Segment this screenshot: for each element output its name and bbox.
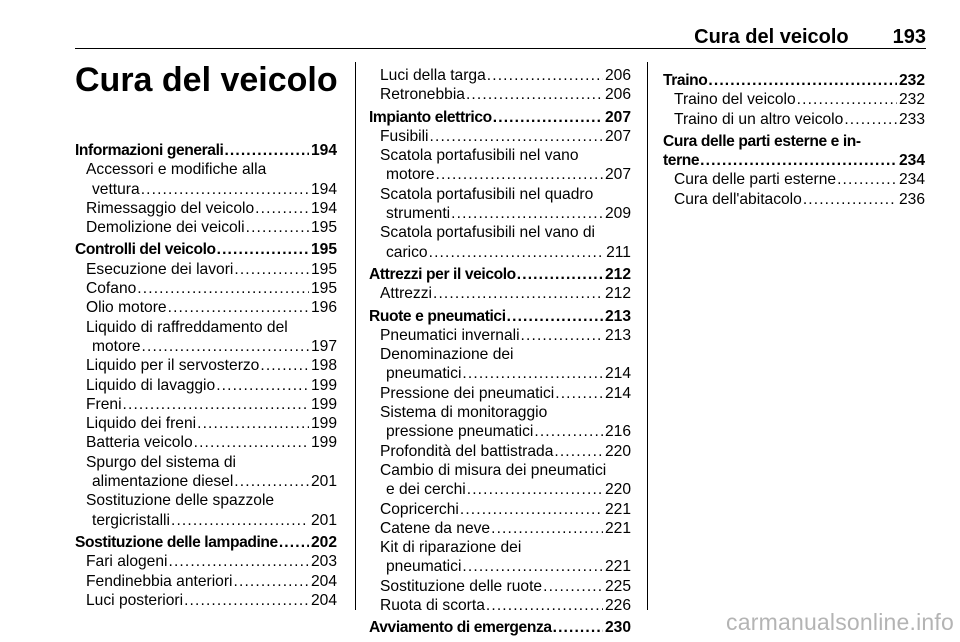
entry-page-number: 199 bbox=[310, 415, 337, 433]
dot-leader bbox=[553, 618, 603, 637]
entry-title: Luci della targa bbox=[380, 67, 486, 84]
dot-leader bbox=[451, 204, 603, 223]
entry-page-number: 203 bbox=[310, 553, 337, 571]
entry-page-number: 199 bbox=[310, 376, 337, 394]
entry-title: motore bbox=[386, 166, 435, 184]
toc-entry[interactable] bbox=[369, 557, 631, 576]
entry-title: Traino di un altro veicolo bbox=[674, 110, 844, 128]
entry-page-number: 216 bbox=[604, 423, 631, 441]
toc-entry[interactable] bbox=[75, 376, 337, 395]
dot-leader bbox=[462, 557, 603, 576]
entry-page-number: 195 bbox=[310, 260, 337, 278]
toc-column-1 bbox=[75, 141, 337, 610]
entry-title: Traino del veicolo bbox=[674, 91, 796, 109]
entry-page-number: 213 bbox=[604, 307, 631, 325]
dot-leader bbox=[467, 480, 603, 499]
toc-entry[interactable] bbox=[75, 552, 337, 571]
entry-page-number: 206 bbox=[604, 67, 631, 84]
entry-page-number: 201 bbox=[310, 511, 337, 529]
page-number: 193 bbox=[892, 26, 926, 48]
entry-page-number: 195 bbox=[310, 280, 337, 298]
toc-entry[interactable] bbox=[75, 218, 337, 237]
toc-entry[interactable] bbox=[75, 337, 337, 356]
dot-leader bbox=[521, 326, 603, 345]
toc-entry[interactable] bbox=[369, 500, 631, 519]
toc-entry[interactable] bbox=[75, 472, 337, 491]
toc-section-entry[interactable] bbox=[369, 307, 631, 326]
entry-page-number: 212 bbox=[604, 285, 631, 303]
entry-title: alimentazione diesel bbox=[92, 473, 234, 491]
dot-leader bbox=[493, 108, 603, 127]
entry-page-number: 213 bbox=[604, 326, 631, 344]
toc-entry[interactable] bbox=[75, 572, 337, 591]
entry-title: Cura delle parti esterne bbox=[674, 171, 837, 189]
toc-entry-first-line[interactable]: Spurgo del sistema di bbox=[86, 453, 236, 471]
entry-page-number: 198 bbox=[310, 357, 337, 375]
toc-entry[interactable] bbox=[75, 591, 337, 610]
dot-leader bbox=[234, 572, 309, 591]
entry-page-number: 220 bbox=[604, 481, 631, 499]
toc-entry[interactable] bbox=[369, 384, 631, 403]
entry-title: Fari alogeni bbox=[86, 553, 168, 571]
toc-entry[interactable] bbox=[75, 199, 337, 218]
toc-entry-first-line[interactable]: Denominazione dei bbox=[380, 346, 514, 364]
entry-title: Profondità del battistrada bbox=[380, 442, 554, 460]
entry-title: Rimessaggio del veicolo bbox=[86, 199, 255, 217]
toc-entry[interactable] bbox=[369, 442, 631, 461]
entry-title: motore bbox=[92, 337, 141, 355]
toc-entry[interactable] bbox=[663, 90, 925, 109]
toc-entry[interactable] bbox=[75, 414, 337, 433]
entry-page-number: 234 bbox=[898, 171, 925, 189]
entry-page-number: 194 bbox=[310, 180, 337, 198]
toc-entry[interactable] bbox=[663, 110, 925, 129]
toc-entry[interactable] bbox=[369, 364, 631, 383]
entry-page-number: 226 bbox=[604, 597, 631, 615]
entry-title: Fusibili bbox=[380, 127, 429, 145]
toc-section-entry[interactable] bbox=[369, 265, 631, 284]
entry-page-number: 194 bbox=[310, 199, 337, 217]
dot-leader bbox=[462, 364, 603, 383]
entry-page-number: 194 bbox=[310, 142, 337, 159]
entry-page-number: 225 bbox=[604, 577, 631, 595]
entry-title: pressione pneumatici bbox=[386, 423, 534, 441]
entry-page-number: 207 bbox=[604, 127, 631, 145]
entry-title: tergicristalli bbox=[92, 511, 170, 529]
toc-section-entry[interactable] bbox=[663, 151, 925, 170]
entry-page-number: 230 bbox=[604, 619, 631, 637]
dot-leader bbox=[224, 141, 309, 160]
toc-entry-first-line[interactable]: Scatola portafusibili nel quadro bbox=[380, 185, 594, 203]
toc-entry[interactable] bbox=[369, 127, 631, 146]
entry-page-number: 199 bbox=[310, 395, 337, 413]
entry-page-number: 201 bbox=[310, 473, 337, 491]
dot-leader bbox=[708, 71, 897, 90]
dot-leader bbox=[168, 298, 309, 317]
dot-leader bbox=[246, 218, 309, 237]
dot-leader bbox=[487, 66, 603, 85]
toc-section-entry[interactable] bbox=[369, 618, 631, 637]
entry-page-number: 214 bbox=[604, 365, 631, 383]
dot-leader bbox=[433, 284, 603, 303]
toc-entry[interactable] bbox=[663, 190, 925, 209]
dot-leader bbox=[137, 279, 309, 298]
toc-entry[interactable] bbox=[75, 511, 337, 530]
entry-page-number: 233 bbox=[898, 110, 925, 128]
toc-entry[interactable] bbox=[369, 422, 631, 441]
entry-title: e dei cerchi bbox=[386, 481, 466, 499]
entry-title: Avviamento di emergenza bbox=[369, 619, 552, 637]
entry-title: Batteria veicolo bbox=[86, 434, 193, 452]
entry-title: Liquido di lavaggio bbox=[86, 376, 216, 394]
dot-leader bbox=[430, 127, 603, 146]
toc-entry-first-line[interactable]: Scatola portafusibili nel vano bbox=[380, 147, 579, 165]
entry-page-number: 204 bbox=[310, 591, 337, 609]
entry-title: Cofano bbox=[86, 280, 137, 298]
entry-title: Liquido dei freni bbox=[86, 415, 197, 433]
entry-title: Esecuzione dei lavori bbox=[86, 260, 234, 278]
dot-leader bbox=[217, 240, 309, 259]
dot-leader bbox=[234, 472, 309, 491]
toc-entry-first-line[interactable]: Scatola portafusibili nel vano di bbox=[380, 224, 595, 242]
entry-title: Fendinebbia anteriori bbox=[86, 572, 233, 590]
entry-page-number: 234 bbox=[898, 152, 925, 170]
entry-page-number: 206 bbox=[604, 86, 631, 104]
entry-page-number: 196 bbox=[310, 299, 337, 317]
entry-title: Cura dell'abitacolo bbox=[674, 190, 802, 208]
entry-page-number: 199 bbox=[310, 434, 337, 452]
entry-title: Pressione dei pneumatici bbox=[380, 384, 555, 402]
entry-page-number: 195 bbox=[310, 219, 337, 237]
entry-title: Sostituzione delle ruote bbox=[380, 577, 543, 595]
entry-page-number: 221 bbox=[604, 500, 631, 518]
toc-entry[interactable] bbox=[663, 170, 925, 189]
running-header bbox=[75, 26, 926, 50]
column-divider bbox=[355, 62, 356, 610]
entry-title: Attrezzi bbox=[380, 285, 432, 303]
entry-title: vettura bbox=[92, 180, 140, 198]
entry-page-number: 221 bbox=[604, 519, 631, 537]
dot-leader bbox=[197, 414, 309, 433]
toc-entry[interactable] bbox=[369, 480, 631, 499]
toc-entry[interactable] bbox=[369, 519, 631, 538]
entry-title: Luci posteriori bbox=[86, 591, 184, 609]
dot-leader bbox=[837, 170, 897, 189]
dot-leader bbox=[234, 260, 309, 279]
toc-entry[interactable] bbox=[75, 279, 337, 298]
dot-leader bbox=[543, 577, 603, 596]
entry-page-number: 232 bbox=[898, 91, 925, 109]
entry-page-number: 202 bbox=[310, 533, 337, 551]
entry-page-number: 211 bbox=[606, 243, 631, 261]
dot-leader bbox=[279, 533, 309, 552]
toc-section-entry[interactable] bbox=[75, 533, 337, 552]
dot-leader bbox=[517, 265, 603, 284]
entry-title: Retronebbia bbox=[380, 86, 465, 104]
toc-entry[interactable] bbox=[369, 243, 631, 262]
toc-column-2 bbox=[369, 66, 631, 638]
toc-entry[interactable] bbox=[75, 180, 337, 199]
entry-title: Pneumatici invernali bbox=[380, 326, 520, 344]
entry-title: Ruote e pneumatici bbox=[369, 307, 506, 325]
dot-leader bbox=[142, 337, 309, 356]
toc-entry[interactable] bbox=[369, 596, 631, 615]
toc-entry[interactable] bbox=[75, 298, 337, 317]
toc-entry[interactable] bbox=[369, 577, 631, 596]
dot-leader bbox=[844, 110, 897, 129]
toc-entry-first-line[interactable]: Kit di riparazione dei bbox=[380, 539, 522, 557]
toc-entry[interactable] bbox=[369, 85, 631, 104]
entry-title: strumenti bbox=[386, 205, 451, 223]
dot-leader bbox=[194, 433, 309, 452]
toc-column-3 bbox=[663, 71, 925, 209]
entry-title: pneumatici bbox=[386, 365, 462, 383]
dot-leader bbox=[555, 384, 603, 403]
dot-leader bbox=[466, 85, 603, 104]
entry-page-number: 207 bbox=[604, 166, 631, 184]
chapter-title: Cura del veicolo bbox=[75, 61, 338, 99]
dot-leader bbox=[216, 376, 309, 395]
dot-leader bbox=[171, 511, 309, 530]
header-rule bbox=[75, 48, 926, 49]
dot-leader bbox=[436, 165, 603, 184]
toc-section-entry[interactable] bbox=[75, 141, 337, 160]
entry-title: carico bbox=[386, 243, 428, 261]
entry-title: terne bbox=[663, 152, 700, 170]
toc-entry-first-line[interactable]: Cambio di misura dei pneumatici bbox=[380, 461, 607, 479]
entry-page-number: 209 bbox=[604, 205, 631, 223]
entry-title: Freni bbox=[86, 395, 122, 413]
toc-entry[interactable] bbox=[75, 356, 337, 375]
dot-leader bbox=[460, 500, 603, 519]
watermark: carmanualsonline.info bbox=[726, 609, 954, 635]
dot-leader bbox=[168, 552, 308, 571]
entry-page-number: 232 bbox=[898, 72, 925, 89]
entry-title: Traino bbox=[663, 72, 708, 89]
toc-section-entry[interactable] bbox=[75, 240, 337, 259]
dot-leader bbox=[491, 519, 603, 538]
entry-title: Catene da neve bbox=[380, 519, 491, 537]
toc-section-entry[interactable] bbox=[369, 108, 631, 127]
entry-title: Copricerchi bbox=[380, 500, 459, 518]
toc-entry-first-line[interactable]: Sistema di monitoraggio bbox=[380, 404, 548, 422]
toc-entry-first-line[interactable]: Sostituzione delle spazzole bbox=[86, 492, 275, 510]
entry-page-number: 212 bbox=[604, 265, 631, 283]
dot-leader bbox=[534, 422, 603, 441]
entry-page-number: 204 bbox=[310, 572, 337, 590]
toc-entry[interactable] bbox=[369, 66, 631, 85]
running-header-title: Cura del veicolo bbox=[694, 26, 849, 48]
dot-leader bbox=[123, 395, 309, 414]
dot-leader bbox=[486, 596, 603, 615]
dot-leader bbox=[797, 90, 897, 109]
dot-leader bbox=[429, 243, 605, 262]
toc-section-entry-first-line[interactable]: Cura delle parti esterne e in- bbox=[663, 132, 861, 150]
toc-entry-first-line[interactable]: Liquido di raffreddamento del bbox=[86, 318, 288, 336]
entry-title: Attrezzi per il veicolo bbox=[369, 265, 516, 283]
entry-title: Olio motore bbox=[86, 299, 167, 317]
toc-entry[interactable] bbox=[75, 260, 337, 279]
dot-leader bbox=[255, 199, 309, 218]
entry-page-number: 220 bbox=[604, 442, 631, 460]
dot-leader bbox=[554, 442, 603, 461]
toc-entry-first-line[interactable]: Accessori e modifiche alla bbox=[86, 161, 267, 179]
toc-entry[interactable] bbox=[369, 284, 631, 303]
entry-title: Ruota di scorta bbox=[380, 597, 485, 615]
toc-entry[interactable] bbox=[75, 433, 337, 452]
dot-leader bbox=[184, 591, 309, 610]
dot-leader bbox=[700, 151, 897, 170]
toc-entry[interactable] bbox=[369, 326, 631, 345]
toc-entry[interactable] bbox=[369, 165, 631, 184]
entry-title: pneumatici bbox=[386, 558, 462, 576]
entry-title: Impianto elettrico bbox=[369, 108, 492, 126]
entry-page-number: 214 bbox=[604, 384, 631, 402]
entry-page-number: 207 bbox=[604, 108, 631, 126]
dot-leader bbox=[803, 190, 897, 209]
dot-leader bbox=[507, 307, 603, 326]
dot-leader bbox=[141, 180, 309, 199]
entry-page-number: 195 bbox=[310, 241, 337, 259]
entry-title: Sostituzione delle lampadine bbox=[75, 533, 278, 551]
entry-title: Liquido per il servosterzo bbox=[86, 357, 260, 375]
entry-page-number: 197 bbox=[310, 337, 337, 355]
entry-title: Informazioni generali bbox=[75, 142, 224, 159]
entry-page-number: 221 bbox=[604, 558, 631, 576]
toc-entry[interactable] bbox=[369, 204, 631, 223]
entry-title: Controlli del veicolo bbox=[75, 241, 216, 259]
toc-section-entry[interactable] bbox=[663, 71, 925, 90]
entry-title: Demolizione dei veicoli bbox=[86, 219, 245, 237]
dot-leader bbox=[260, 356, 309, 375]
entry-page-number: 236 bbox=[898, 190, 925, 208]
toc-entry[interactable] bbox=[75, 395, 337, 414]
column-divider bbox=[647, 62, 648, 610]
